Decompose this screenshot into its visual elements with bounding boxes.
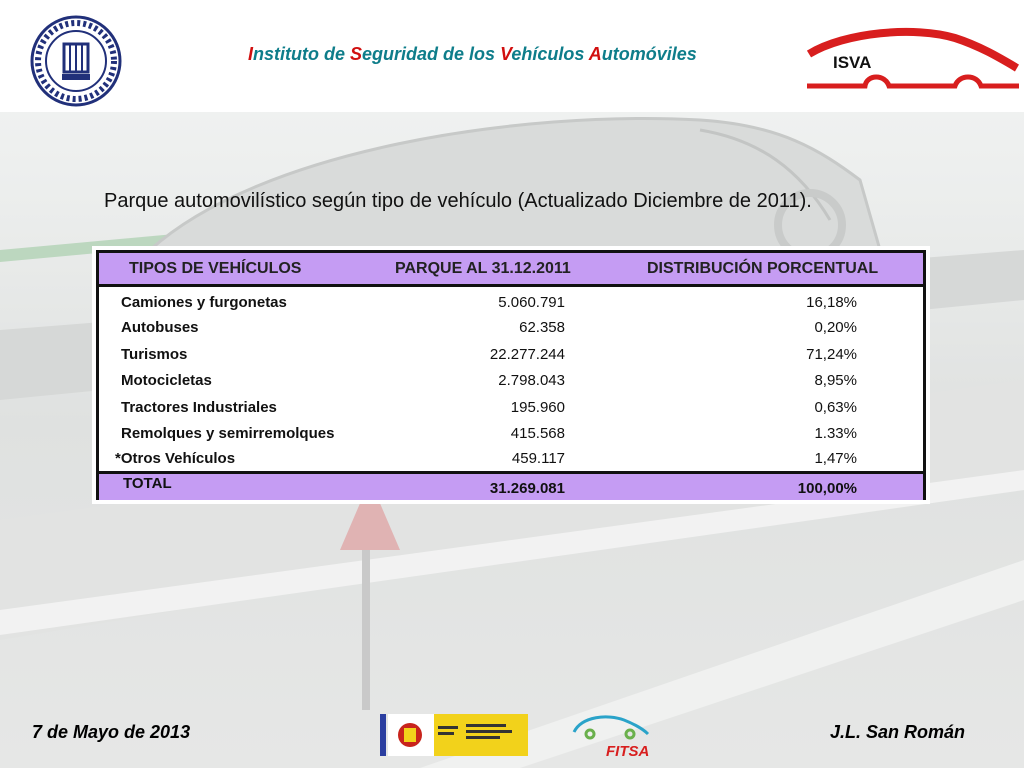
cell-vehicle-type: Motocicletas (121, 372, 212, 389)
cell-count: 415.568 (510, 425, 565, 442)
cell-count: 2.798.043 (498, 372, 565, 389)
vehicle-fleet-table (92, 246, 930, 504)
slide-title: Parque automovilístico según tipo de vehículo (Actualizado Diciembre de 2011). (104, 190, 812, 212)
cell-vehicle-type: *Otros Vehículos (115, 450, 236, 467)
footer-author: J.L. San Román (830, 722, 966, 742)
total-label: TOTAL (123, 475, 172, 492)
footer-date: 7 de Mayo de 2013 (32, 722, 191, 742)
gobierno-espana-logo-icon (380, 714, 528, 756)
cell-percentage: 0,20% (814, 319, 857, 336)
fitsa-logo (568, 708, 660, 760)
university-seal-icon (26, 14, 126, 108)
total-percentage: 100,00% (797, 480, 857, 497)
header-fleet-count: PARQUE AL 31.12.2011 (395, 260, 571, 277)
cell-count: 195.960 (510, 399, 565, 416)
header-title-part: Automóviles (588, 44, 697, 64)
fitsa-logo-text: FITSA (606, 743, 650, 760)
cell-percentage: 0,63% (814, 399, 857, 416)
cell-count: 22.277.244 (489, 346, 565, 363)
header-title (248, 44, 697, 65)
header-title-part: Vehículos (500, 44, 589, 64)
cell-vehicle-type: Tractores Industriales (121, 399, 277, 416)
cell-percentage: 1.33% (814, 425, 857, 442)
header-percentage: DISTRIBUCIÓN PORCENTUAL (647, 260, 879, 277)
cell-count: 459.117 (511, 450, 565, 467)
cell-vehicle-type: Remolques y semirremolques (121, 425, 335, 442)
header-vehicle-type: TIPOS DE VEHÍCULOS (129, 260, 302, 277)
cell-vehicle-type: Autobuses (121, 319, 199, 336)
header-title-part: Seguridad de los (350, 44, 501, 64)
cell-vehicle-type: Camiones y furgonetas (121, 294, 287, 311)
cell-count: 62.358 (519, 319, 565, 336)
header-title-part: Instituto de (248, 44, 351, 64)
isva-logo (805, 24, 1023, 90)
table-total-row (99, 471, 923, 500)
total-count: 31.269.081 (489, 480, 565, 497)
cell-percentage: 8,95% (814, 372, 857, 389)
cell-count: 5.060.791 (498, 294, 565, 311)
isva-logo-text: ISVA (833, 53, 872, 72)
cell-vehicle-type: Turismos (121, 346, 188, 363)
cell-percentage: 16,18% (806, 294, 857, 311)
cell-percentage: 1,47% (814, 450, 857, 467)
cell-percentage: 71,24% (806, 346, 857, 363)
table-header-row (99, 253, 923, 287)
